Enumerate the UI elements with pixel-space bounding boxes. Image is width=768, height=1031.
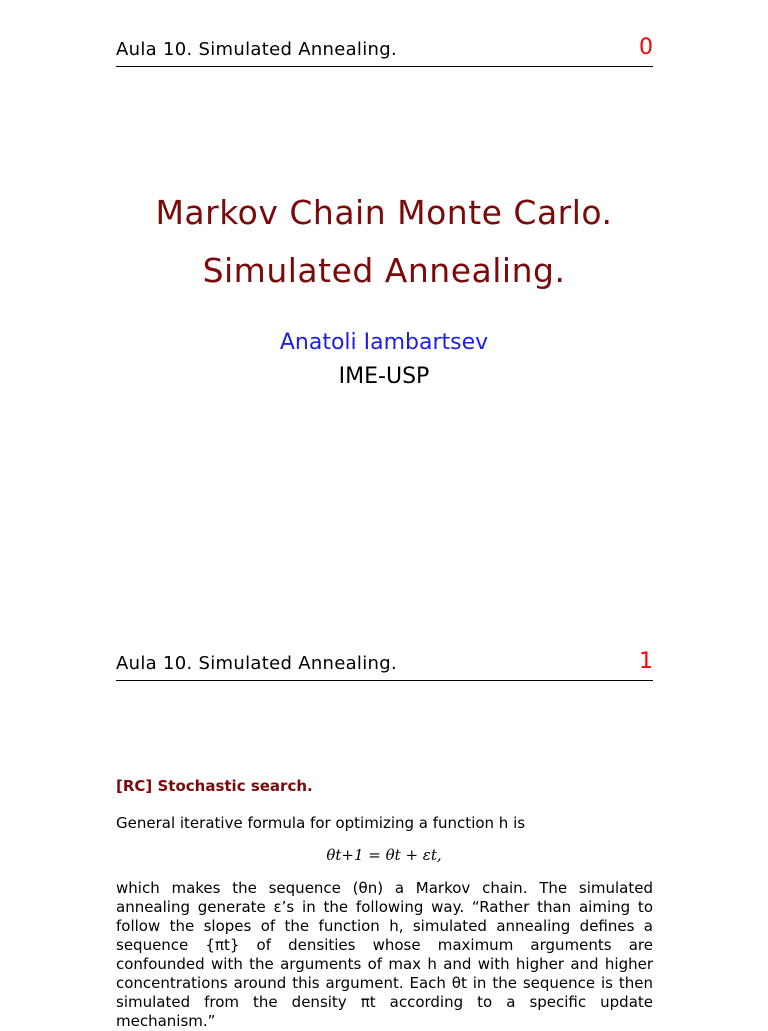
slide-header <box>116 650 653 681</box>
section-heading: [RC] Stochastic search. <box>116 777 313 795</box>
slide-header <box>116 36 653 67</box>
header-title: Aula 10. Simulated Annealing. <box>116 653 397 674</box>
equation: θt+1 = θt + εt, <box>326 846 442 864</box>
header-title: Aula 10. Simulated Annealing. <box>116 39 397 60</box>
institution: IME-USP <box>338 364 430 389</box>
author-name: Anatoli Iambartsev <box>279 330 489 355</box>
page-number: 1 <box>639 649 653 674</box>
presentation-subtitle: Simulated Annealing. <box>202 251 566 290</box>
intro-paragraph: General iterative formula for optimizing a function h is <box>116 814 526 832</box>
presentation-title: Markov Chain Monte Carlo. <box>155 193 613 232</box>
page-number: 0 <box>639 35 653 60</box>
body-paragraph: which makes the sequence (θn) a Markov chain. The simulated annealing generate ε’s in the following way. “Rather than aiming to follow the slopes of the function h, simulated annealing defines a sequence {πt} of densities whose maximum arguments are confounded with the arguments of max h and with higher and higher concentrations around this argument. Each θt in the sequence is then simulated from the density πt according to a specific update mechanism.” <box>116 879 653 1030</box>
